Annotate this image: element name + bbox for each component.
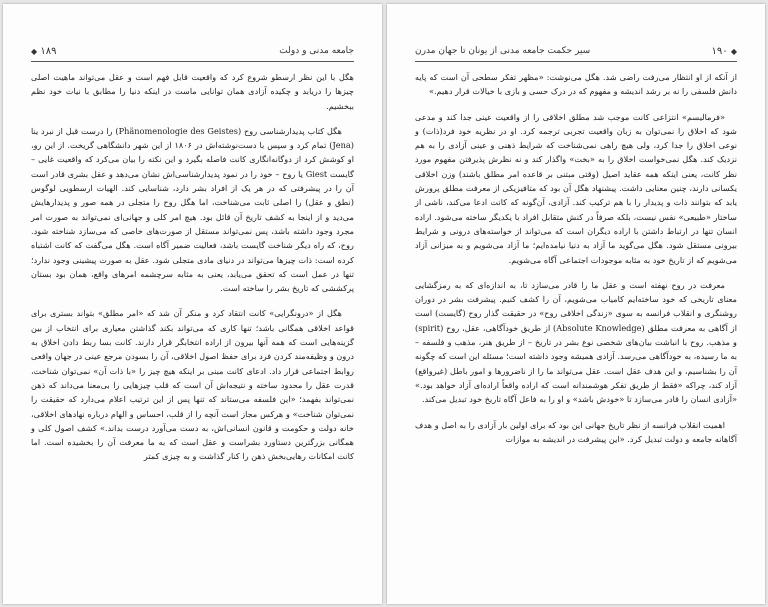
header-divider bbox=[415, 61, 737, 62]
page-header bbox=[415, 46, 737, 62]
diamond-icon: ◆ bbox=[730, 47, 737, 56]
paragraph: اهمیت انقلاب فرانسه از نظر تاریخ جهانی این بود که برای اولین بار آزادی را به اصل و هدف آگاهانه جامعه و دولت تبدیل کرد. «این پیشرفت در اندیشه به موازات bbox=[415, 419, 737, 444]
page-number-text: ۱۸۹ bbox=[40, 46, 57, 57]
paragraph: هگل با این نظر ارسطو شروع کرد که واقعیت قابل فهم است و عقل می‌تواند ماهیت اصلی چیزها را دریابد و چکیده آزادی همان توانایی ماست در اینکه دنیا را مطابق با نیات خود نظم ببخشیم. bbox=[31, 72, 354, 111]
page-body bbox=[31, 70, 354, 590]
page-number bbox=[712, 46, 737, 57]
right-page bbox=[387, 4, 765, 604]
page-body bbox=[415, 70, 737, 590]
paragraph: هگل کتاب پدیدارشناسی روح (Phänomenologie des Geistes) را درست قبل از نبرد ینا (Jena) تمام کرد و سپس با دست‌نوشته‌اش در ۱۸۰۶ از این شهر دانشگاهی گریخت. از این رو، او کوشش کرد از دوگانه‌انگاری کانت فاصله بگیرد و این نکته را بیان می‌کرد که واقعیت غایی – گایست Giest یا روح – خود را در نمود پدیدارشناسی‌اش نشان می‌دهد و عقل بشری قادر است آن را در پیشرفتی که در هر یک از افراد بشر دارد، شناسایی کند. الهیات ارسطویی لوگوس (نطق و عقل) را اصلی ثابت می‌شناخت، اما هگل روح را متجلی در همه صور و پدیدارهایش می‌دید و از اینجا به کشف تاریخ آن قائل بود. هیچ امر کلی و جهانی‌ای نمی‌تواند به صورت امر مجرد وجود داشته باشد، پس نمی‌تواند مستقل از صورت‌های خاصی که می‌سازد شناخته شود. روح، که راه دیگر شناخت گایست باشد، فعالیت ضمیر آگاه است. هگل می‌گفت که کانت اشتباه کرده است: ذات چیزها می‌تواند در دنیای مادی متجلی شود. عقل به صورت پیشینی وجود ندارد؛ تنها در عمل است که تحقق می‌یابد، یعنی به مثابه سرچشمه امرهای واقع، همان بود بستان پرکششی که تاریخ بشر را ساخته است. bbox=[31, 125, 354, 294]
header-divider bbox=[31, 61, 354, 62]
running-title: سیر حکمت جامعه مدنی از یونان تا جهان مدرن bbox=[415, 46, 591, 56]
page-number-text: ۱۹۰ bbox=[711, 46, 728, 57]
running-title: جامعه مدنی و دولت bbox=[279, 46, 354, 56]
paragraph: «فرمالیسم» انتزاعی کانت موجب شد مطلق اخلاقی را از واقعیت عینی جدا کند و مدعی شود که اخلاق را نمی‌توان به زبان واقعیت تجربی ترجمه کرد. او در نظریه خود فرد(ذات) و نوعی اخلاق را جدا کرد، ولی هیچ راهی نمی‌شناخت که شرایط ذهنی و عینی آزادی را به هم نزدیک کند. هگل نمی‌خواست اخلاق را به «بخت» واگذار کند و نه نظرش پذیرفتن مفهوم مورد نظر کانت، یعنی اینکه همه عقاید اصیل (وقتی مبتنی بر قاعده امر مطلق باشند) وزن اخلاقی یکسانی دارند، چنین معنایی داشت. پیشنهاد هگل آن بود که متافیزیکی از معرفت مطلق پرورش یابد که بتوانند ذات و پدیدار را با هم ترکیب کند. آزادی، آن‌گونه که کانت ادعا می‌کند، ناشی از ساختار «طبیعی» نفس نیست، بلکه صرفاً در کنش متقابل افراد با یکدیگر ساخته می‌شود. اراده انسان تنها در ارتباط داشتن با اراده دیگران است که می‌تواند از خواسته‌های درونی و شرایط بیرونی مستقل شود. هگل می‌گوید ما آزاد به دنیا نیامده‌ایم؛ ما آزاد می‌شویم و به میزانی آزاد می‌شویم که از تاریخ خود به مثابه موجودات اجتماعی آگاه می‌شویم. bbox=[415, 111, 737, 265]
left-page bbox=[3, 4, 382, 604]
paragraph: هگل از «درونگرایی» کانت انتقاد کرد و منکر آن شد که «امر مطلق» بتواند بستری برای قواعد اخلاقی همگانی باشد؛ تنها کاری که می‌تواند بکند گذاشتن معیاری برای انتخاب از بین گزینه‌هایی است که همه آنها بیرون از اراده انتخابگر قرار دارند. کانت بسا ربط دادن اخلاق به درون و وظیفه‌مند کردن فرد برای حفظ اصول اخلاقی، آن را بسودن مرجع عینی در جهان واقعی روابط اجتماعی قرار داد. ادعای کانت مبنی بر اینکه هیچ چیز را «با ذات آن» نمی‌توان شناخت، قدرت عقل را محدود ساخته و نتیجه‌اش آن است که قلب چیزهایی را بی‌معنا می‌داند که ذهن نمی‌تواند بفهمد؛ «این فلسفه می‌ستاند که تنها پس از این ترتیب اعلام می‌دارد که حقیقت را نمی‌توان شناخت» و هرکس مجاز است آنچه را از قلب، احساس و الهام درباره نهادهای اخلاقی، خانه دولت و حکومت و قانون انسانی‌اش، به دست می‌آورد درست بداند.» کشف اصول کلی و همگانی بزرگترین دستاورد بشراست و عقل است که به ما معرفت آن را بخشیده است. اما کانت امکانات رهایی‌بخش ذهن را کنار گذاشت و به چیزی کمتر bbox=[31, 308, 354, 462]
page-header bbox=[31, 46, 354, 62]
diamond-icon: ◆ bbox=[31, 47, 38, 56]
paragraph: معرفت در روح نهفته است و عقل ما را قادر می‌سازد تا، به اندازه‌ای که به رمزگشایی معنای تاریخی که خود ساخته‌ایم کامیاب می‌شویم، آن را کشف کنیم. پیشرفت بشر در دوران روشنگری و انقلاب فرانسه به سوی «زندگی اخلاقی روح» در حقیقت گذار روح (گایست) است از آگاهی به معرفت مطلق (Absolute Knowledge) از طریق خودآگاهی، عقل، روح (spirit) و مذهب. روح با انباشت بیان‌های شخصی نوع بشر در تاریخ – از طریق هنر، مذهب و فلسفه – به ما رسیده، به خودآگاهی می‌رسد. آزادی همیشه وجود داشته است؛ مسئله این است که چگونه آن را بشناسیم، و این هدف عقل است. عقل می‌تواند ما را از ناضرورها و امور باطل (غیرواقع) آزاد کند، چراکه «فقط از طریق تفکر هوشمندانه است که اراده واقعاً اراده‌ای آزاد خواهد بود.» «آزادی انسان را قادر می‌سازد تا «خودش باشد» و او را به فاعل آگاه تاریخ خود تبدیل می‌کند. bbox=[415, 279, 737, 405]
paragraph: از آنکه از او انتظار می‌رفت راضی شد. هگل می‌نوشت: «مظهر تفکر سطحی آن است که پایه دانش فلسفی را نه بر رشد اندیشه و مفهوم که در درک حسی و بازی با خیالات قرار دهیم.» bbox=[415, 72, 737, 97]
page-number bbox=[31, 46, 56, 57]
